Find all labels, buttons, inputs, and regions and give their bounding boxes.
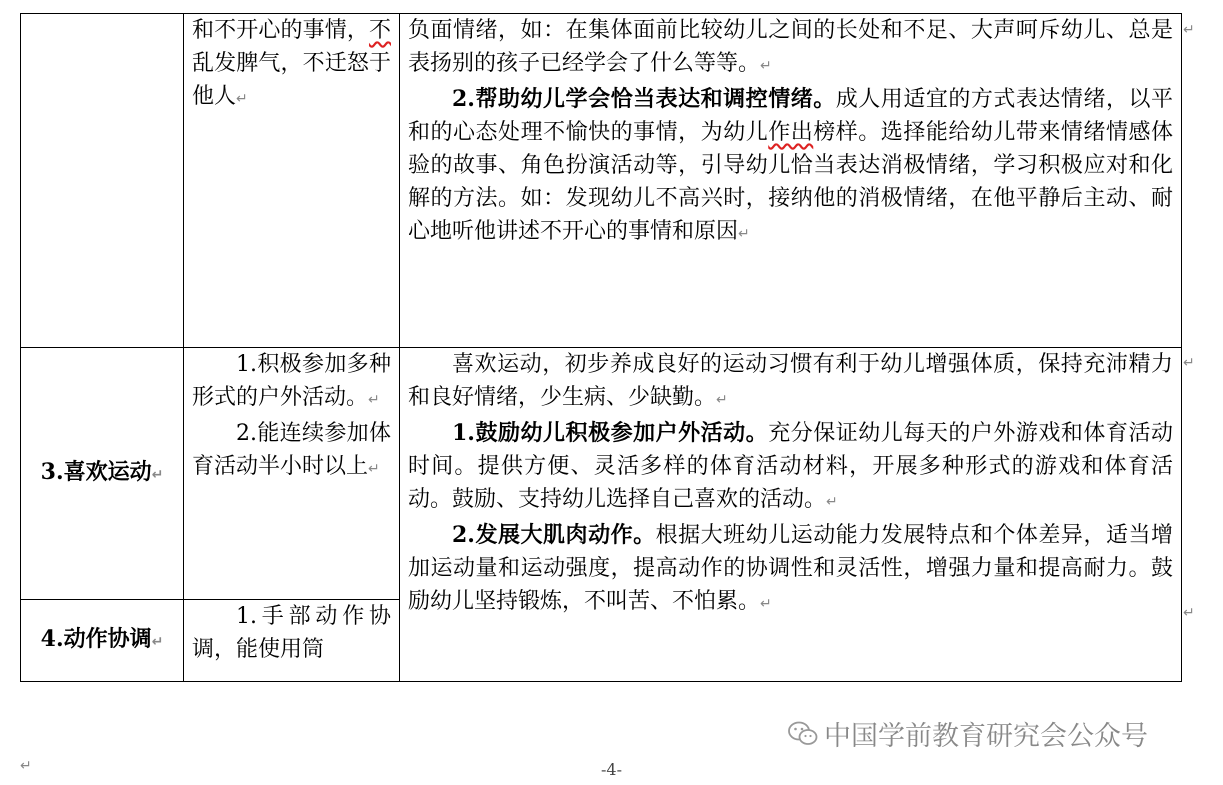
goal-text: 1.积极参加多种形式的户外活动。 bbox=[192, 352, 391, 410]
paragraph-mark-icon: ↵ bbox=[760, 596, 772, 612]
guideline-table bbox=[20, 13, 1182, 682]
paragraph-mark-icon: ↵ bbox=[826, 494, 838, 510]
row1-goal-cell bbox=[184, 14, 400, 348]
row-end-mark-icon: ↵ bbox=[1183, 22, 1195, 38]
advice-text: 榜样。选择能给幼儿带来情绪情感体验的故事、角色扮演活动等，引导幼儿恰当表达消极情绪，学习积极应对和化解的方法。如：发现幼儿不高兴时，接纳他的消极情绪，在他平静后主动、耐心地听他讲述不开心的事情和原因 bbox=[408, 120, 1173, 244]
row3-label-cell bbox=[21, 600, 184, 682]
advice-text: 成人用适宜的方式表达情绪，以平和的心态处理不愉快的事情，为幼儿 bbox=[408, 87, 1173, 145]
goal-text: 2.能连续参加体育活动半小时以上 bbox=[192, 421, 391, 479]
paragraph-mark-icon: ↵ bbox=[738, 226, 750, 242]
table-row bbox=[21, 14, 1182, 348]
goal-text: 乱发脾气，不迁怒于他人 bbox=[192, 51, 391, 109]
table-row bbox=[21, 348, 1182, 600]
advice-heading: 1.鼓励幼儿积极参加户外活动。 bbox=[452, 420, 769, 446]
goal-category-label: 3.喜欢运动 bbox=[40, 458, 152, 485]
row2-goal-cell bbox=[184, 348, 400, 600]
advice-text: 充分保证幼儿每天的户外游戏和体育活动时间。提供方便、灵活多样的体育活动材料，开展多种形式的游戏和体育活动。鼓励、支持幼儿选择自己喜欢的活动。 bbox=[408, 421, 1173, 512]
watermark bbox=[788, 714, 1148, 753]
row-end-mark-icon: ↵ bbox=[1183, 355, 1195, 371]
row2-advice-cell bbox=[400, 348, 1182, 682]
advice-heading: 2.发展大肌肉动作。 bbox=[452, 522, 656, 548]
goal-text: 1.手部动作协调，能使用筒 bbox=[192, 604, 391, 662]
row1-label-cell bbox=[21, 14, 184, 348]
page-number: -4- bbox=[601, 760, 622, 779]
paragraph-mark-icon: ↵ bbox=[368, 392, 380, 408]
row1-advice-cell bbox=[400, 14, 1182, 348]
paragraph-mark-icon: ↵ bbox=[236, 91, 248, 107]
paragraph-mark-icon: ↵ bbox=[151, 633, 164, 650]
row-end-mark-icon: ↵ bbox=[1183, 605, 1195, 621]
paragraph-mark-icon: ↵ bbox=[151, 466, 164, 483]
advice-text-flagged: 作出 bbox=[768, 120, 814, 145]
paragraph-mark-icon: ↵ bbox=[760, 58, 772, 74]
goal-category-label: 4.动作协调 bbox=[40, 625, 152, 652]
advice-text: 喜欢运动，初步养成良好的运动习惯有利于幼儿增强体质，保持充沛精力和良好情绪，少生病、少缺勤。 bbox=[408, 352, 1173, 410]
watermark-text: 中国学前教育研究会公众号 bbox=[824, 721, 1148, 752]
advice-text: 负面情绪，如：在集体面前比较幼儿之间的长处和不足、大声呵斥幼儿、总是表扬别的孩子已经学会了什么等等。 bbox=[408, 18, 1173, 76]
advice-heading: 2.帮助幼儿学会恰当表达和调控情绪。 bbox=[452, 86, 836, 112]
paragraph-mark-icon: ↵ bbox=[20, 758, 32, 774]
goal-text-flagged: 不 bbox=[368, 18, 391, 43]
row2-label-cell bbox=[21, 348, 184, 600]
paragraph-mark-icon: ↵ bbox=[368, 461, 380, 477]
goal-text: 和不开心的事情， bbox=[192, 18, 369, 43]
wechat-icon bbox=[788, 720, 818, 748]
advice-text: 根据大班幼儿运动能力发展特点和个体差异，适当增加运动量和运动强度，提高动作的协调性和灵活性，增强力量和提高耐力。鼓励幼儿坚持锻炼，不叫苦、不怕累。 bbox=[408, 523, 1173, 614]
paragraph-mark-icon: ↵ bbox=[716, 392, 728, 408]
row3-goal-cell bbox=[184, 600, 400, 682]
